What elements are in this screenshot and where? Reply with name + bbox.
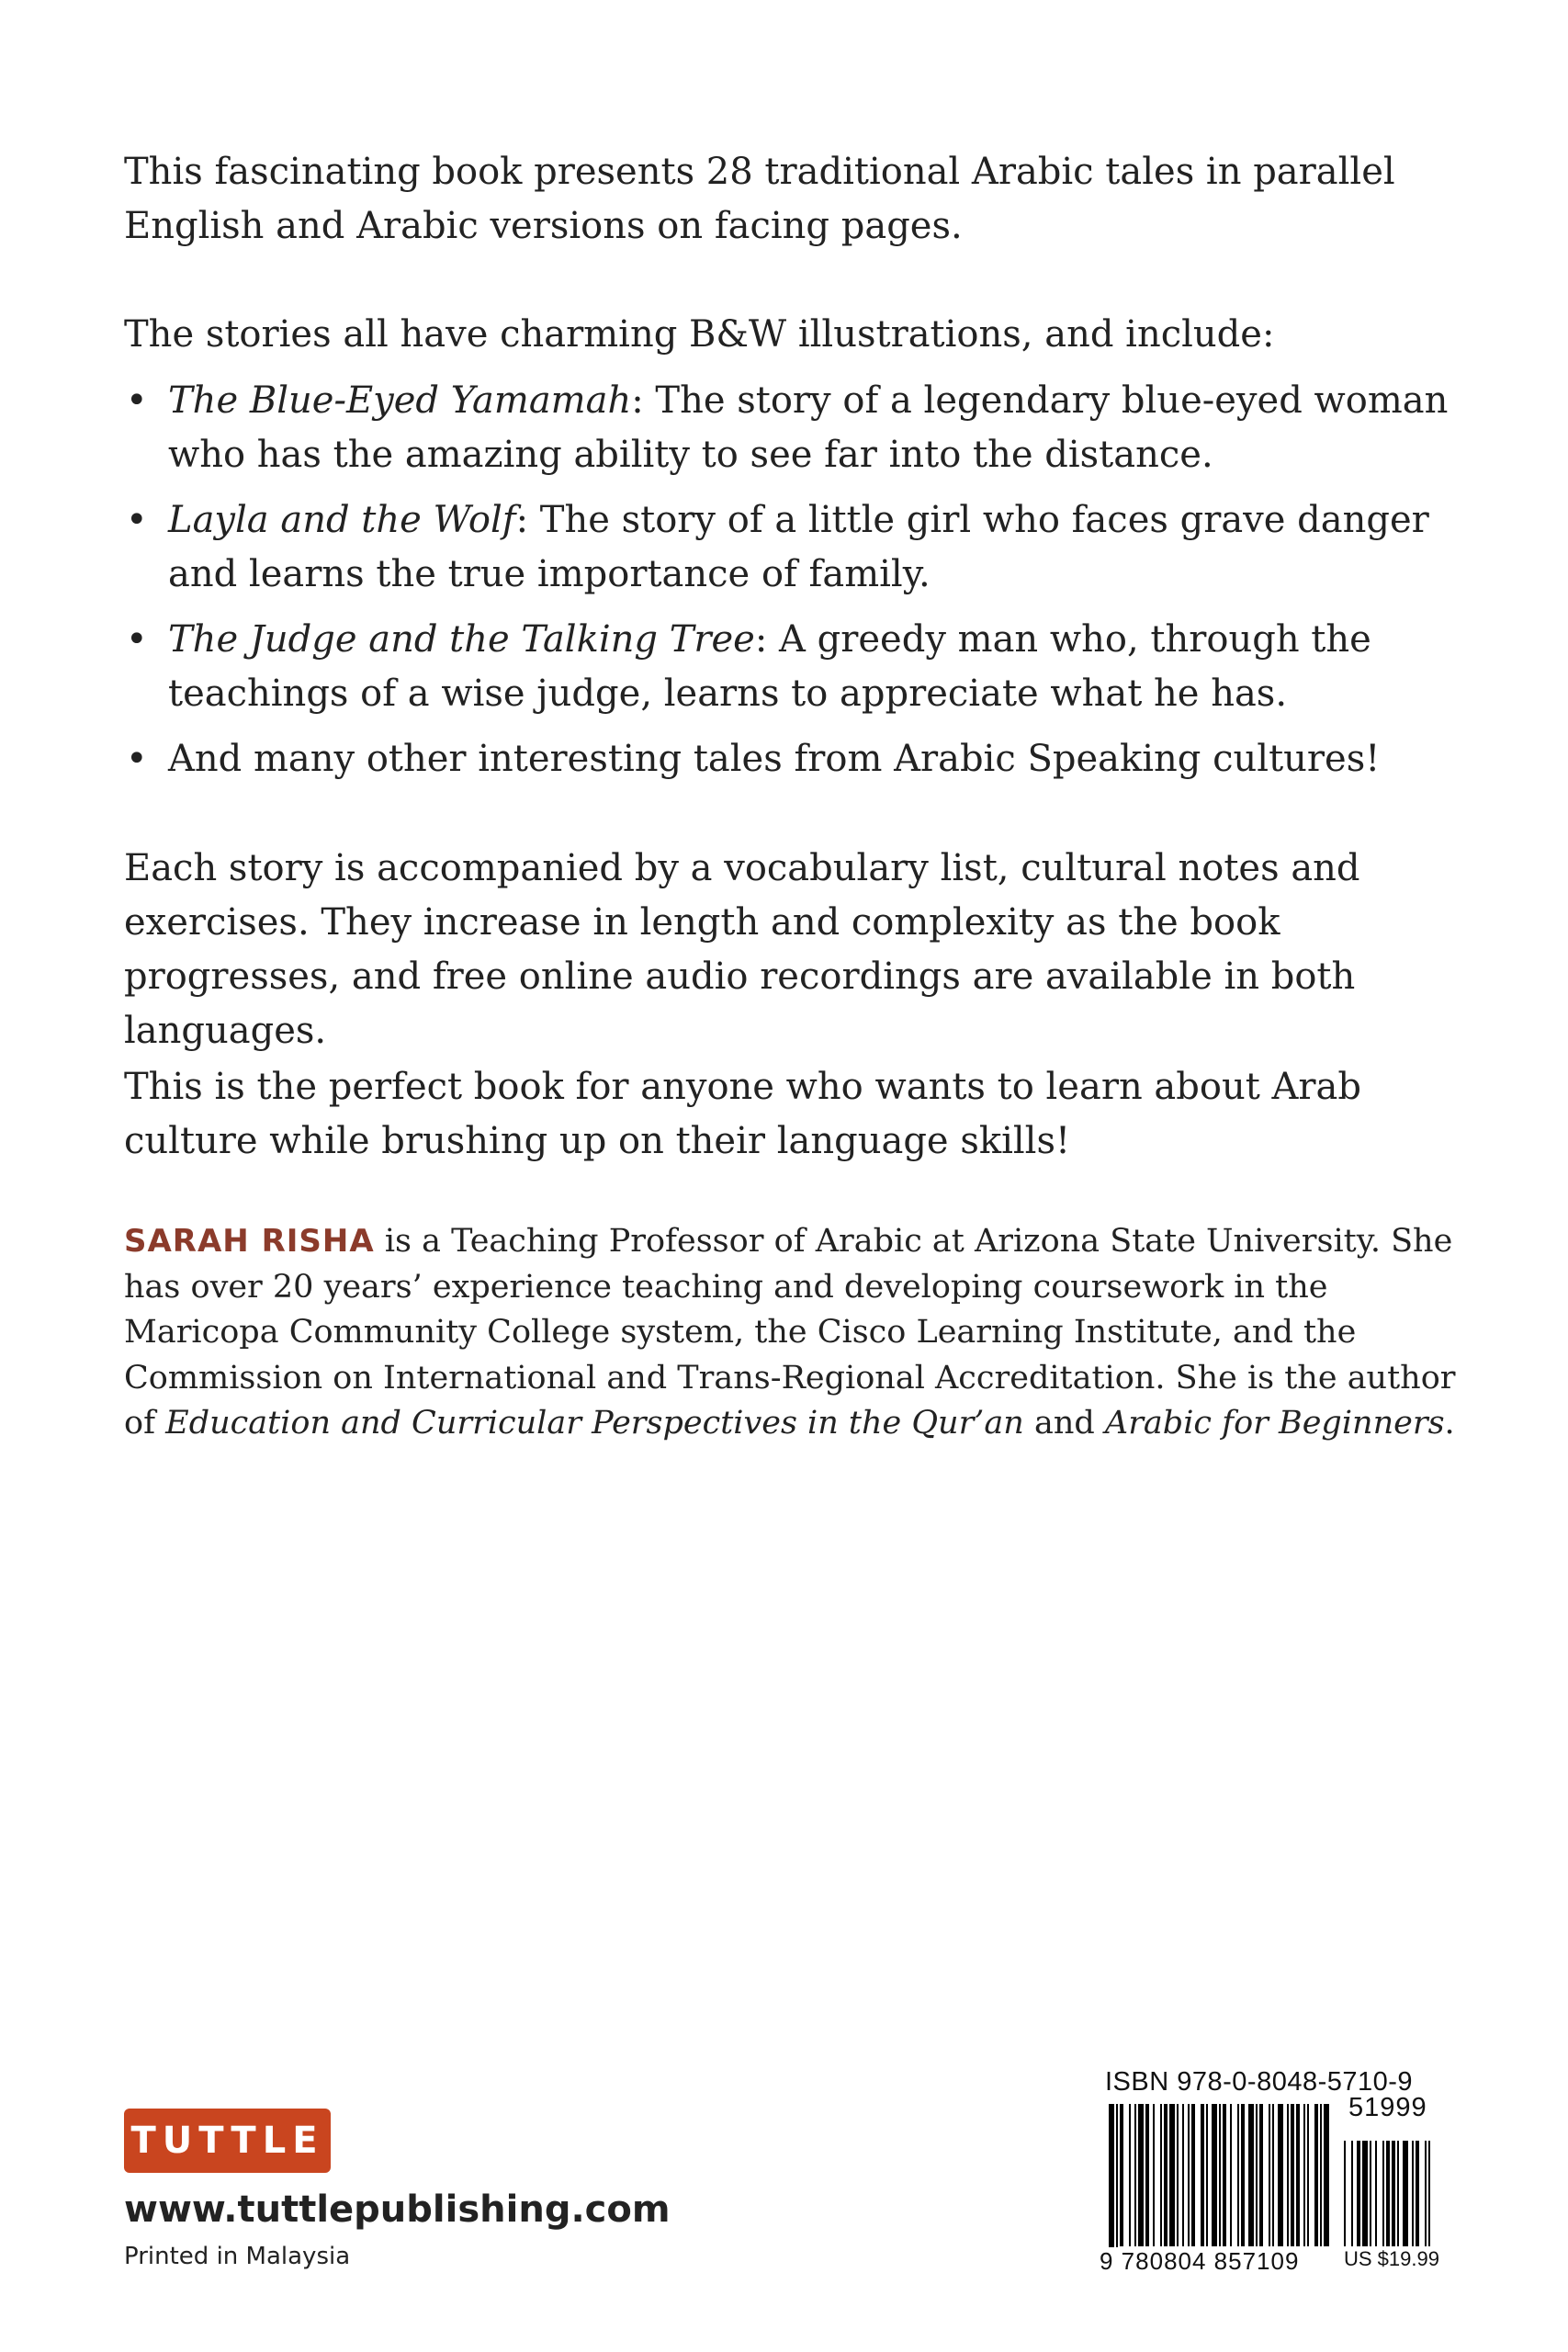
story-description: And many other interesting tales from Arabic Speaking cultures! xyxy=(168,738,1381,780)
bio-text: is a Teaching Professor of Arabic at Arizona State University. She has over 20 years’ experience teaching and developing coursework in the Maricopa Community College system, the Cisco Learning Institute, and the Commission on International and Trans-Regional Accreditation. She is the author of xyxy=(124,1223,1456,1442)
publisher-url: www.tuttlepublishing.com xyxy=(124,2188,671,2231)
intro-paragraph: This fascinating book presents 28 traditional Arabic tales in parallel English and Arabic versions on facing pages. xyxy=(124,151,1395,247)
author-bio xyxy=(124,1219,1465,1447)
story-description: : The story of a little girl who faces grave danger and learns the true importance of family. xyxy=(168,499,1429,595)
tuttle-logo xyxy=(124,2109,331,2173)
bio-text: . xyxy=(1444,1405,1455,1442)
book-title: Education and Curricular Perspectives in the Qur’an xyxy=(165,1405,1024,1442)
perfect-book-paragraph: This is the perfect book for anyone who wants to learn about Arab culture while brushing up on their language skills! xyxy=(124,1066,1361,1162)
story-title: The Blue-Eyed Yamamah xyxy=(168,379,632,422)
bullet-icon: • xyxy=(126,379,148,422)
bio-text: and xyxy=(1023,1405,1105,1442)
story-title: Layla and the Wolf xyxy=(168,499,516,541)
author-name: SARAH RISHA xyxy=(124,1223,375,1260)
story-description: : The story of a legendary blue-eyed woman who has the amazing ability to see far into the distance. xyxy=(168,379,1449,476)
price: US $19.99 xyxy=(1344,2247,1439,2270)
list-item xyxy=(124,732,1465,786)
barcode-digits: 9 780804 857109 xyxy=(1100,2247,1300,2275)
story-title: The Judge and the Talking Tree xyxy=(168,618,755,661)
vocabulary-paragraph: Each story is accompanied by a vocabulary list, cultural notes and exercises. They increase in length and complexity as the book progresses, and free online audio recordings are available in both languages. xyxy=(124,847,1360,1052)
isbn-label: ISBN 978-0-8048-5710-9 xyxy=(1105,2067,1414,2097)
barcode-addon-digits: 51999 xyxy=(1348,2093,1427,2122)
story-description: : A greedy man who, through the teachings of a wise judge, learns to appreciate what he has. xyxy=(168,618,1371,715)
list-item xyxy=(124,613,1465,721)
bullet-icon: • xyxy=(126,618,148,661)
barcode xyxy=(1107,2104,1438,2260)
printed-in: Printed in Malaysia xyxy=(124,2243,351,2270)
book-title: Arabic for Beginners xyxy=(1104,1405,1445,1442)
bullet-icon: • xyxy=(126,499,148,541)
stories-intro: The stories all have charming B&W illustrations, and include: xyxy=(124,313,1275,356)
barcode-icon xyxy=(1107,2104,1438,2260)
list-item xyxy=(124,493,1465,602)
story-list xyxy=(124,374,1465,797)
list-item xyxy=(124,374,1465,482)
logo-text: TUTTLE xyxy=(130,2120,324,2162)
bullet-icon: • xyxy=(126,738,148,780)
